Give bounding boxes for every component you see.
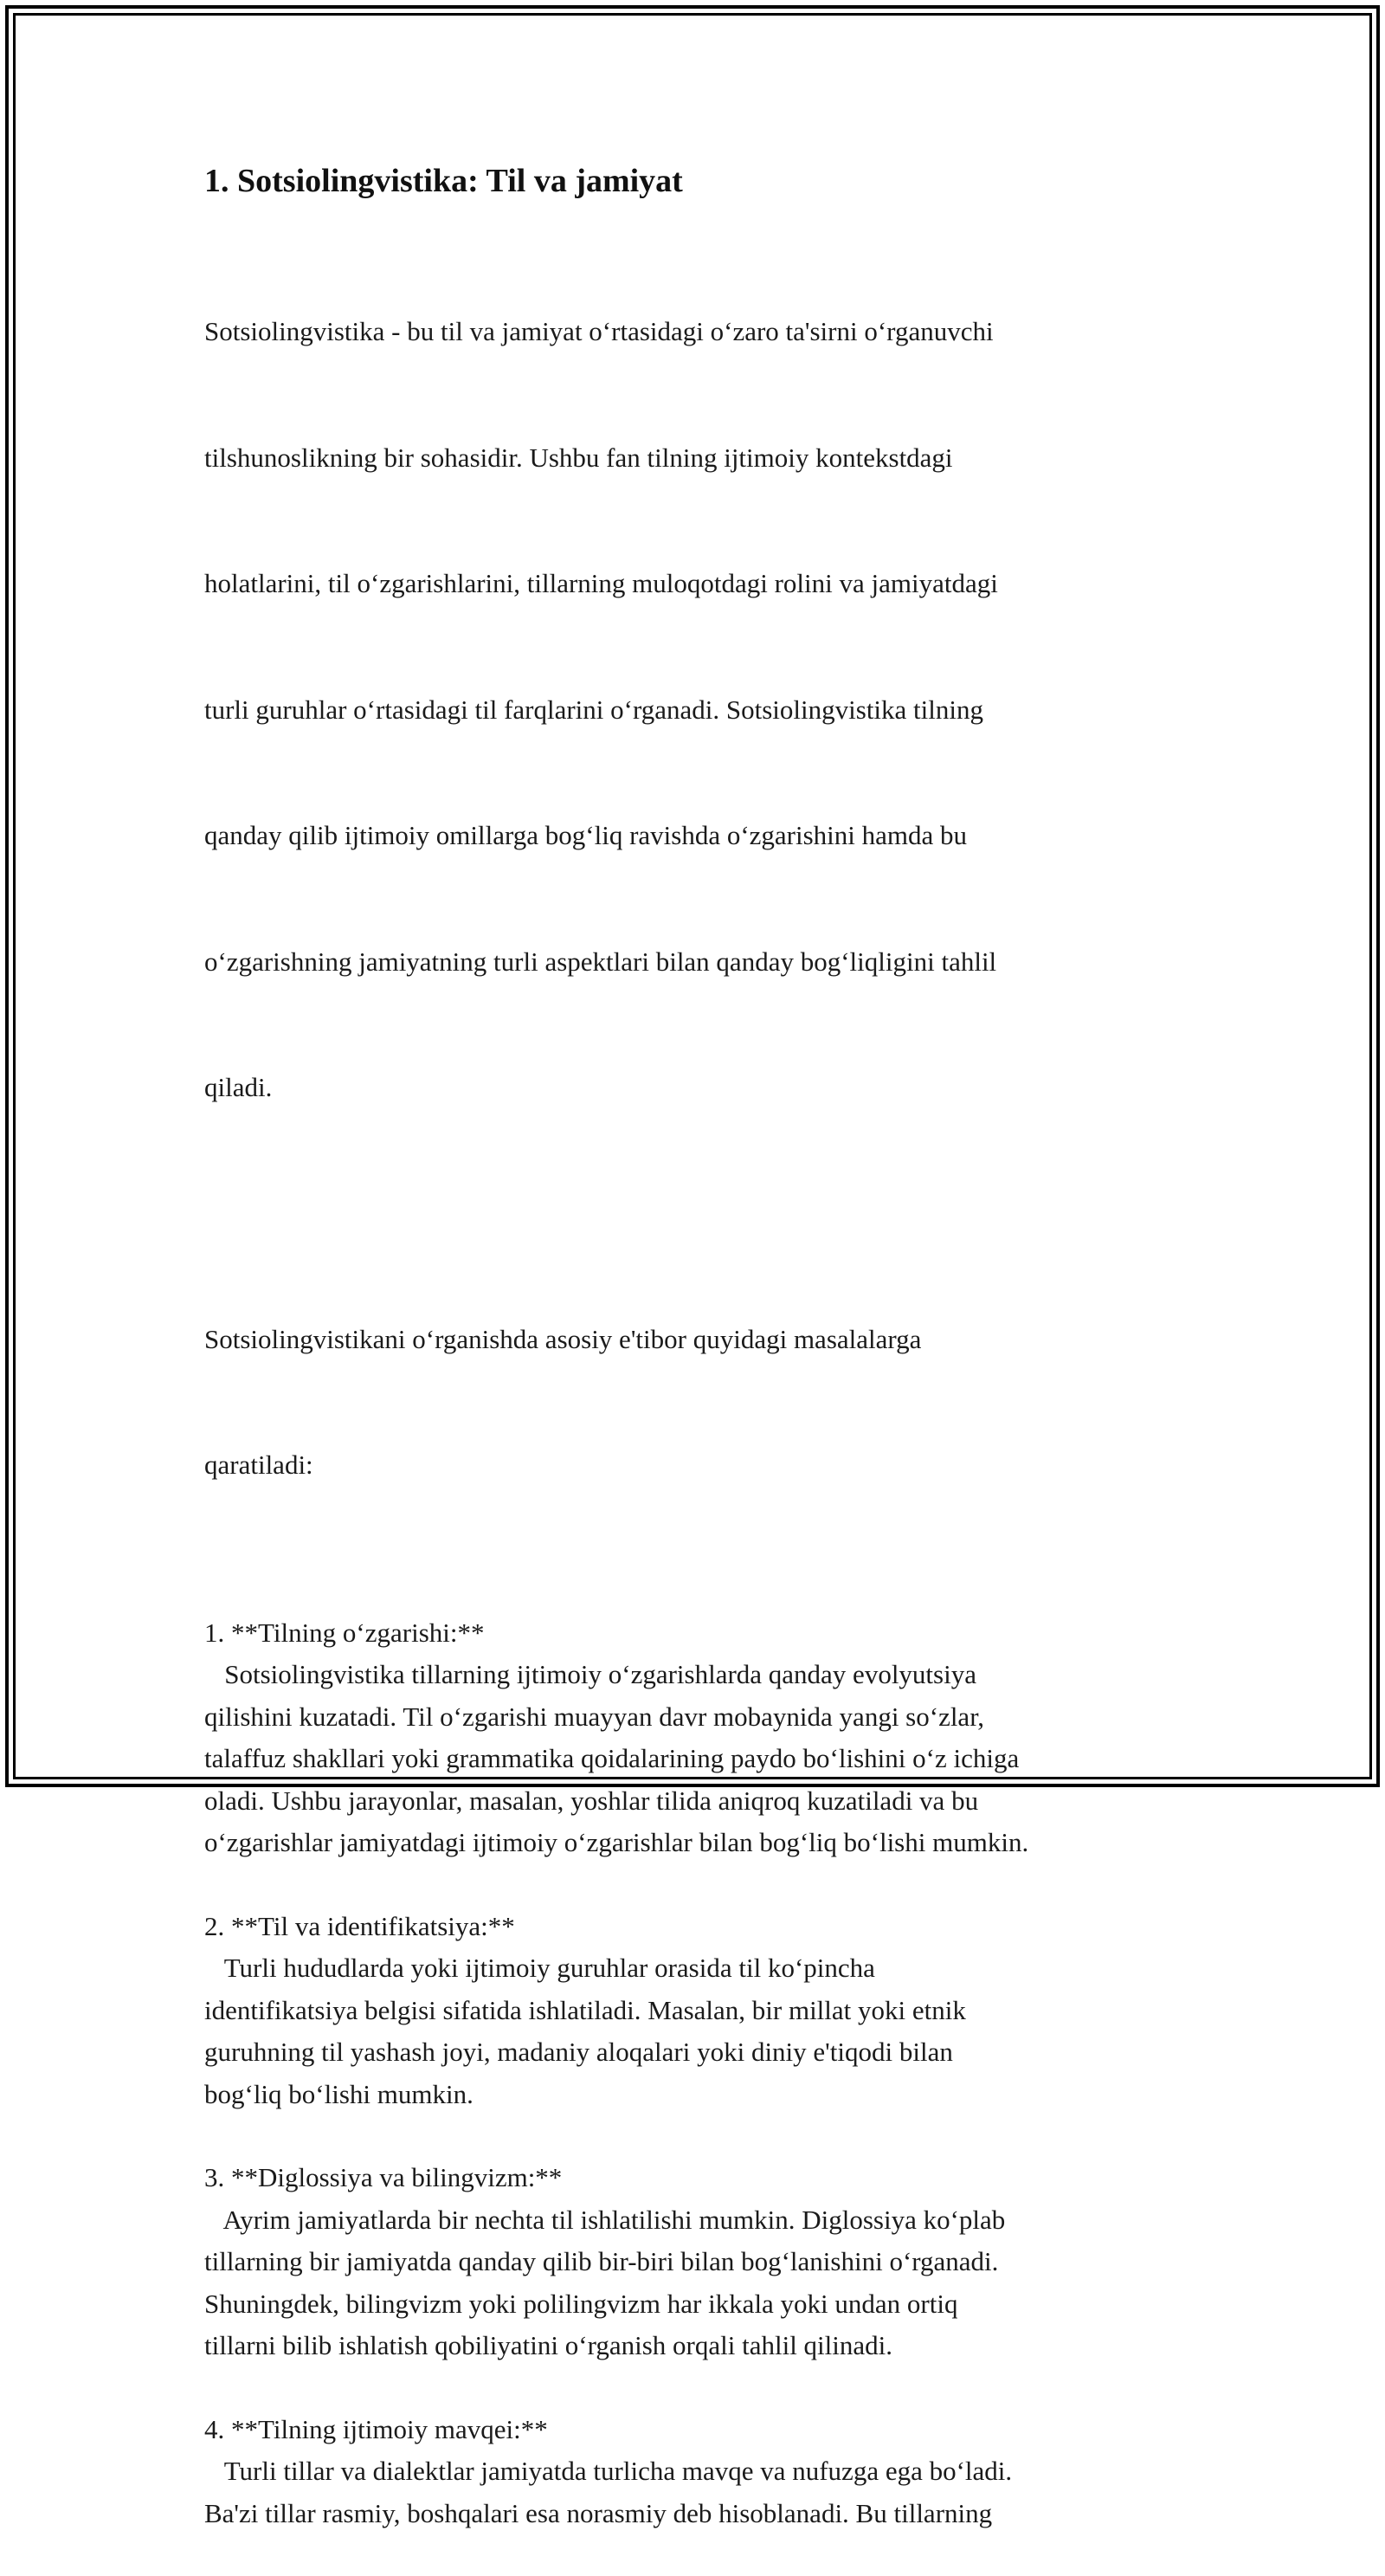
intro-line: Sotsiolingvistika - bu til va jamiyat o‘rtasidagi o‘zaro ta'sirni o‘rganuvchi bbox=[204, 316, 994, 346]
section-line: guruhning til yashash joyi, madaniy aloqalari yoki diniy e'tiqodi bilan bbox=[204, 2037, 953, 2067]
section-line: tillarni bilib ishlatish qobiliyatini o‘rganish orqali tahlil qilinadi. bbox=[204, 2330, 893, 2360]
section-line: bog‘liq bo‘lishi mumkin. bbox=[204, 2078, 473, 2109]
section-line: qilishini kuzatadi. Til o‘zgarishi muayyan davr mobaynida yangi so‘zlar, bbox=[204, 1701, 985, 1732]
intro-line: turli guruhlar o‘rtasidagi til farqlarini o‘rganadi. Sotsiolingvistika tilning bbox=[204, 694, 983, 725]
intro-line: tilshunoslikning bir sohasidir. Ushbu fan tilning ijtimoiy kontekstdagi bbox=[204, 442, 953, 473]
lead-line: Sotsiolingvistikani o‘rganishda asosiy e'tibor quyidagi masalalarga bbox=[204, 1323, 922, 1354]
section-heading: 1. **Tilning o‘zgarishi:** bbox=[204, 1617, 485, 1648]
section-diglossia bbox=[204, 2157, 1200, 2367]
section-line: Ba'zi tillar rasmiy, boshqalari esa norasmiy deb hisoblanadi. Bu tillarning bbox=[204, 2497, 993, 2528]
lead-paragraph bbox=[204, 1235, 1200, 1571]
section-identification bbox=[204, 1906, 1200, 2116]
section-line: Turli tillar va dialektlar jamiyatda turlicha mavqe va nufuzga ega bo‘ladi. bbox=[204, 2456, 1013, 2486]
intro-line: holatlarini, til o‘zgarishlarini, tillarning muloqotdagi rolini va jamiyatdagi bbox=[204, 568, 998, 598]
intro-line: qiladi. bbox=[204, 1072, 273, 1102]
intro-paragraph bbox=[204, 227, 1200, 1193]
section-heading: 3. **Diglossiya va bilingvizm:** bbox=[204, 2162, 563, 2192]
section-language-change bbox=[204, 1612, 1200, 1864]
section-line: talaffuz shakllari yoki grammatika qoidalarining paydo bo‘lishini o‘z ichiga bbox=[204, 1743, 1020, 1773]
section-heading: 2. **Til va identifikatsiya:** bbox=[204, 1910, 515, 1941]
section-line: Ayrim jamiyatlarda bir nechta til ishlatilishi mumkin. Diglossiya ko‘plab bbox=[204, 2204, 1006, 2235]
section-line: Sotsiolingvistika tillarning ijtimoiy o‘zgarishlarda qanday evolyutsiya bbox=[204, 1659, 976, 1689]
section-line: identifikatsiya belgisi sifatida ishlatiladi. Masalan, bir millat yoki etnik bbox=[204, 1994, 966, 2025]
section-heading: 4. **Tilning ijtimoiy mavqei:** bbox=[204, 2413, 548, 2444]
section-line: Shuningdek, bilingvizm yoki polilingvizm har ikkala yoki undan ortiq bbox=[204, 2288, 958, 2319]
section-line: oladi. Ushbu jarayonlar, masalan, yoshlar tilida aniqroq kuzatiladi va bu bbox=[204, 1785, 979, 1816]
section-line: tillarning bir jamiyatda qanday qilib bir-biri bilan bog‘lanishini o‘rganadi. bbox=[204, 2246, 999, 2276]
lead-line: qaratiladi: bbox=[204, 1449, 313, 1480]
document-title: 1. Sotsiolingvistika: Til va jamiyat bbox=[204, 163, 683, 199]
section-line: o‘zgarishlar jamiyatdagi ijtimoiy o‘zgarishlar bilan bog‘liq bo‘lishi mumkin. bbox=[204, 1827, 1029, 1857]
intro-line: qanday qilib ijtimoiy omillarga bog‘liq ravishda o‘zgarishini hamda bu bbox=[204, 820, 968, 850]
intro-line: o‘zgarishning jamiyatning turli aspektlari bilan qanday bog‘liqligini tahlil bbox=[204, 946, 997, 977]
section-social-status bbox=[204, 2409, 1200, 2535]
document-body bbox=[204, 161, 1200, 2576]
section-line: Turli hududlarda yoki ijtimoiy guruhlar orasida til ko‘pincha bbox=[204, 1953, 875, 1983]
